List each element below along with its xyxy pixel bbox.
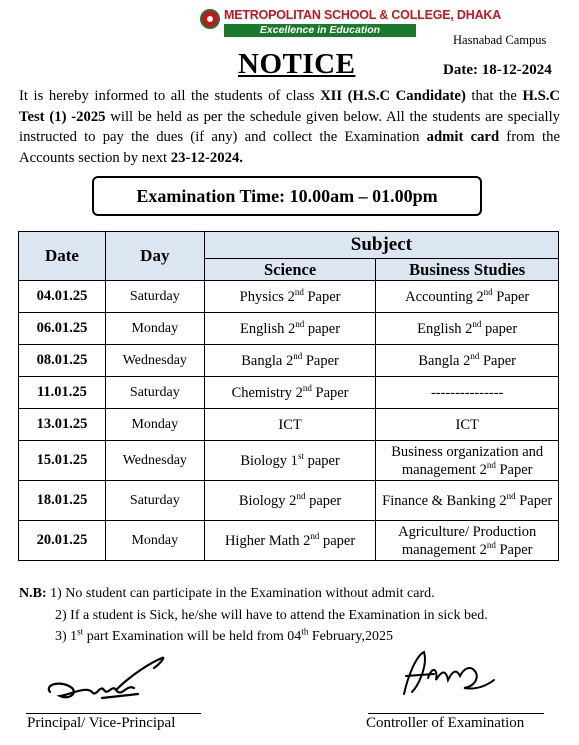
subject-text: Agriculture/ Production management 2 <box>398 523 537 558</box>
row-business-subject <box>376 521 559 561</box>
note-2 <box>19 605 488 627</box>
row-business-subject <box>376 441 559 481</box>
row-science-subject <box>204 409 376 441</box>
row-science-subject <box>204 377 376 409</box>
note-text: 1) No student can participate in the Examination without admit card. <box>46 586 435 601</box>
subject-text: Bangla 2 <box>241 352 294 369</box>
subject-text: Accounting 2 <box>405 288 484 305</box>
row-date: 13.01.25 <box>19 409 106 441</box>
subject-text: Paper <box>495 461 533 478</box>
row-business-subject <box>376 409 559 441</box>
row-science-subject <box>204 441 376 481</box>
intro-text: It is hereby informed to all the students of class <box>19 88 321 104</box>
subject-text: Paper <box>302 352 339 369</box>
row-date: 18.01.25 <box>19 481 106 521</box>
subject-sup: nd <box>470 350 480 361</box>
subject-text: Paper <box>303 288 341 305</box>
school-emblem-icon <box>200 9 220 29</box>
subject-text: Biology 1 <box>240 452 298 469</box>
subject-sup: nd <box>293 350 303 361</box>
header-science: Science <box>204 259 376 281</box>
subject-text: --------------- <box>430 384 504 401</box>
subject-text: English 2 <box>240 320 296 337</box>
row-date: 08.01.25 <box>19 345 106 377</box>
subject-sup: st <box>297 450 304 461</box>
subject-text: Biology 2 <box>238 492 297 509</box>
subject-sup: nd <box>486 539 496 550</box>
note-sup: th <box>301 626 309 637</box>
table-row <box>19 313 559 345</box>
exam-time-box: Examination Time: 10.00am – 01.00pm <box>92 176 482 216</box>
notice-title: NOTICE <box>238 48 356 80</box>
row-date: 20.01.25 <box>19 521 106 561</box>
note-text: part Examination will be held from 04 <box>83 629 302 644</box>
subject-text: Paper <box>492 288 530 305</box>
row-day: Saturday <box>105 377 204 409</box>
row-science-subject <box>204 281 376 313</box>
subject-text: Physics 2 <box>239 288 295 305</box>
row-day: Saturday <box>105 481 204 521</box>
row-day: Wednesday <box>105 441 204 481</box>
school-name: METROPOLITAN SCHOOL & COLLEGE, DHAKA <box>224 8 502 22</box>
subject-text: Paper <box>515 492 553 509</box>
school-logo <box>200 8 502 36</box>
campus-name: Hasnabad Campus <box>453 33 547 47</box>
controller-signature <box>398 646 498 702</box>
exam-name: H.S.C Test (1) -2025 <box>19 88 561 125</box>
subject-text: Bangla 2 <box>418 352 471 369</box>
note-sup: st <box>77 626 84 637</box>
row-business-subject <box>376 281 559 313</box>
row-day: Wednesday <box>105 345 204 377</box>
principal-label: Principal/ Vice-Principal <box>27 715 176 731</box>
row-science-subject <box>204 313 376 345</box>
subject-text: paper <box>319 532 356 549</box>
subject-sup: nd <box>296 490 306 501</box>
subject-text: paper <box>481 320 518 337</box>
subject-sup: nd <box>302 382 312 393</box>
controller-label: Controller of Examination <box>366 715 525 731</box>
subject-text: paper <box>304 320 341 337</box>
row-date: 11.01.25 <box>19 377 106 409</box>
exam-schedule-table <box>18 231 559 561</box>
subject-text: Chemistry 2 <box>231 384 303 401</box>
intro-text: that the <box>465 88 523 104</box>
subject-text: Paper <box>479 352 516 369</box>
table-row <box>19 441 559 481</box>
subject-text: Business organization and management 2 <box>391 443 544 478</box>
row-science-subject <box>204 345 376 377</box>
notes-label: N.B: <box>19 586 47 601</box>
header-subject: Subject <box>204 232 558 259</box>
deadline-date: 23-12-2024. <box>170 149 243 166</box>
notice-body <box>19 86 560 168</box>
intro-text: will be held as per the schedule given below. All the students are specially instructed to pay the dues (if any) and collect the Examination <box>19 108 561 145</box>
subject-text: ICT <box>455 416 479 433</box>
header-day: Day <box>105 232 204 281</box>
row-day: Monday <box>105 521 204 561</box>
note-1 <box>19 583 488 605</box>
principal-signature <box>42 654 172 706</box>
subject-sup: nd <box>295 318 305 329</box>
row-business-subject <box>376 481 559 521</box>
table-row <box>19 377 559 409</box>
table-row <box>19 481 559 521</box>
header-date: Date <box>19 232 106 281</box>
school-tagline: Excellence in Education <box>224 24 416 37</box>
notice-date: Date: 18-12-2024 <box>443 62 552 78</box>
subject-sup: nd <box>472 318 482 329</box>
note-text: 2) If a student is Sick, he/she will have to attend the Examination in sick bed. <box>55 607 488 623</box>
subject-sup: nd <box>506 490 516 501</box>
table-row <box>19 281 559 313</box>
row-business-subject <box>376 377 559 409</box>
subject-text: Finance & Banking 2 <box>382 492 507 509</box>
note-text: 3) 1 <box>55 629 78 644</box>
subject-text: Higher Math 2 <box>224 532 311 549</box>
row-day: Monday <box>105 409 204 441</box>
intro-text: from the Accounts section by next <box>19 129 560 166</box>
row-science-subject <box>204 521 376 561</box>
subject-sup: nd <box>483 286 493 297</box>
signature-line-right <box>368 713 544 714</box>
subject-text: Paper <box>495 541 533 558</box>
signature-line-left <box>26 713 201 714</box>
note-text: February,2025 <box>308 629 393 644</box>
table-row <box>19 409 559 441</box>
row-science-subject <box>204 481 376 521</box>
row-date: 15.01.25 <box>19 441 106 481</box>
notes-section <box>19 583 488 648</box>
header-business: Business Studies <box>376 259 559 281</box>
subject-sup: nd <box>294 286 304 297</box>
note-3 <box>19 626 488 648</box>
row-day: Saturday <box>105 281 204 313</box>
row-date: 06.01.25 <box>19 313 106 345</box>
subject-text: paper <box>303 452 340 469</box>
row-date: 04.01.25 <box>19 281 106 313</box>
admit-card-text: admit card <box>426 129 500 145</box>
row-business-subject <box>376 345 559 377</box>
table-row <box>19 521 559 561</box>
subject-text: paper <box>305 492 342 509</box>
row-day: Monday <box>105 313 204 345</box>
subject-text: Paper <box>311 384 349 401</box>
subject-text: ICT <box>278 416 302 433</box>
subject-sup: nd <box>486 459 496 470</box>
row-business-subject <box>376 313 559 345</box>
table-row <box>19 345 559 377</box>
class-name: XII (H.S.C Candidate) <box>320 88 466 104</box>
subject-text: English 2 <box>417 320 473 337</box>
subject-sup: nd <box>310 530 320 541</box>
